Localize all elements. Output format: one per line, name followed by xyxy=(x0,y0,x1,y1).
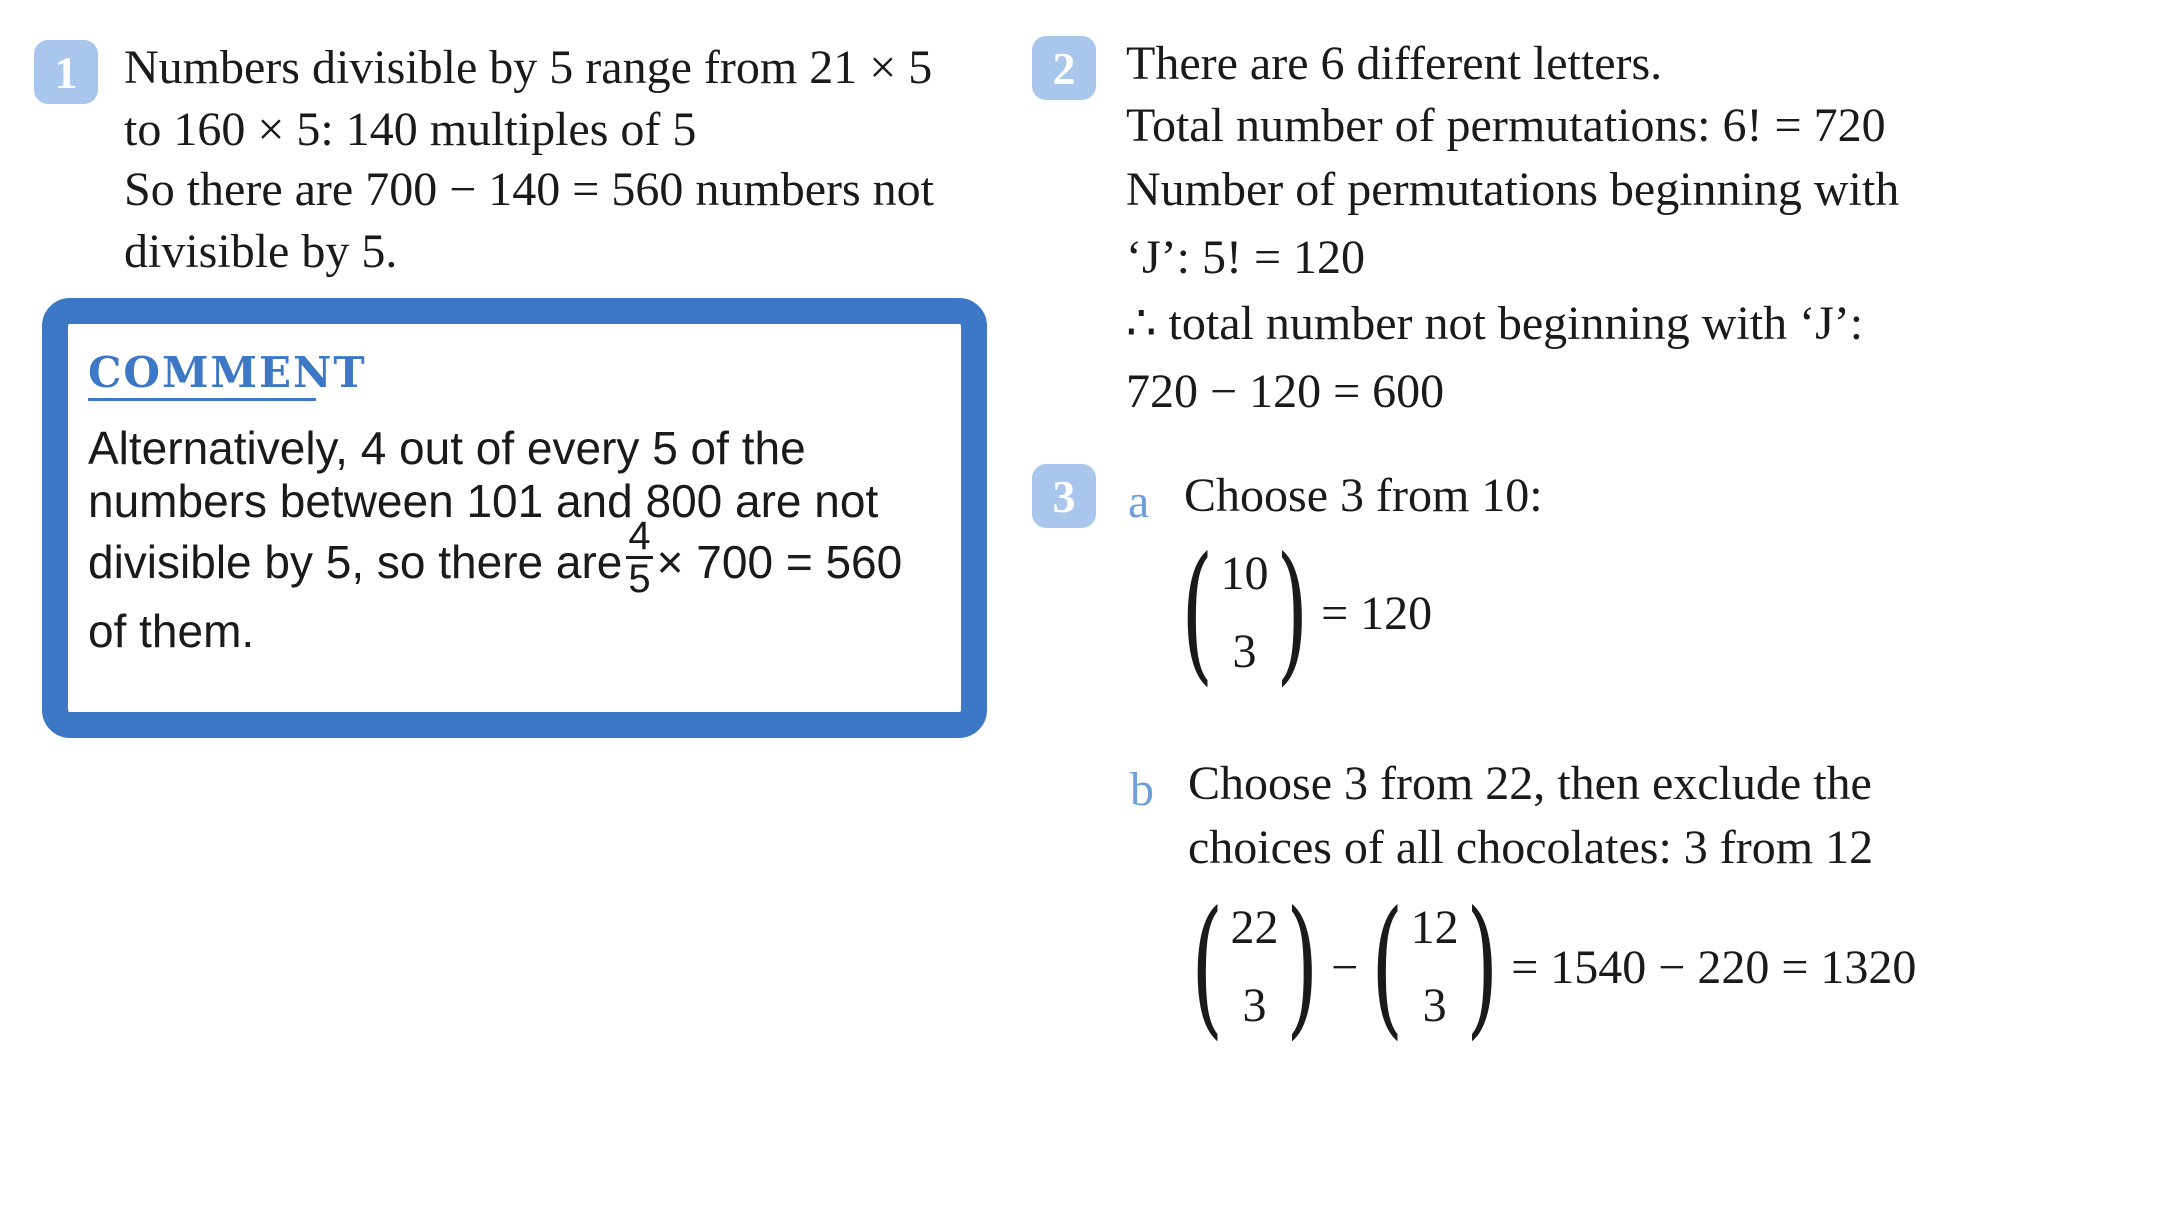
binomial-bottom: 3 xyxy=(1242,979,1267,1032)
binomial-minus: − xyxy=(1331,940,1359,994)
q1-line-2: to 160 × 5: 140 multiples of 5 xyxy=(124,103,697,156)
binomial-bottom: 3 xyxy=(1422,979,1447,1032)
q2-line-3: Number of permutations beginning with xyxy=(1126,163,1900,216)
comment-line-1: Alternatively, 4 out of every 5 of the xyxy=(88,422,806,474)
left-paren-icon: ( xyxy=(1371,880,1404,1054)
binomial-top: 10 xyxy=(1220,547,1269,600)
q3b-result: = 1540 − 220 = 1320 xyxy=(1511,940,1917,994)
binomial-10-choose-3 xyxy=(1168,526,1433,700)
comment-title-underline xyxy=(88,398,316,401)
right-paren-icon: ) xyxy=(1285,880,1318,1054)
q3b-line-2: choices of all chocolates: 3 from 12 xyxy=(1188,821,1874,874)
binomial-top: 22 xyxy=(1230,901,1279,954)
q2-line-4: ‘J’: 5! = 120 xyxy=(1126,231,1366,284)
comment-line-2: numbers between 101 and 800 are not xyxy=(88,475,879,527)
binomial-stack xyxy=(1220,547,1269,678)
binomial-expression-b xyxy=(1178,880,1917,1054)
fraction-numerator: 4 xyxy=(628,514,651,558)
question-1-badge: 1 xyxy=(34,40,98,104)
q2-line-1: There are 6 different letters. xyxy=(1126,37,1663,90)
left-paren-icon: ( xyxy=(1191,880,1224,1054)
q3-part-b-letter: b xyxy=(1130,763,1154,816)
fraction-denominator: 5 xyxy=(628,557,651,601)
right-paren-icon: ) xyxy=(1275,526,1308,700)
q2-line-2: Total number of permutations: 6! = 720 xyxy=(1126,99,1886,152)
comment-line-3 xyxy=(88,514,903,603)
fraction-four-fifths xyxy=(626,516,652,599)
binomial-top: 12 xyxy=(1410,901,1459,954)
comment-title: COMMENT xyxy=(88,348,367,397)
q1-line-1: Numbers divisible by 5 range from 21 × 5 xyxy=(124,41,933,94)
right-paren-icon: ) xyxy=(1465,880,1499,1054)
binomial-stack xyxy=(1230,901,1279,1032)
question-2-badge: 2 xyxy=(1032,36,1096,100)
comment-line-3-result: × 700 = 560 xyxy=(656,535,903,588)
question-3-badge: 3 xyxy=(1032,464,1096,528)
comment-line-3-text: divisible by 5, so there are xyxy=(88,535,623,588)
left-paren-icon: ( xyxy=(1181,526,1214,700)
binomial-stack xyxy=(1410,901,1459,1032)
q2-line-6: 720 − 120 = 600 xyxy=(1126,365,1445,418)
q3-part-a-letter: a xyxy=(1128,475,1150,528)
q2-line-5: ∴ total number not beginning with ‘J’: xyxy=(1126,297,1864,350)
q1-line-4: divisible by 5. xyxy=(124,225,398,278)
q3a-result: = 120 xyxy=(1321,586,1433,640)
binomial-bottom: 3 xyxy=(1232,625,1257,678)
q1-line-3: So there are 700 − 140 = 560 numbers not xyxy=(124,163,934,216)
q3b-line-1: Choose 3 from 22, then exclude the xyxy=(1188,757,1872,810)
q3a-text: Choose 3 from 10: xyxy=(1184,469,1543,522)
comment-line-4: of them. xyxy=(88,605,255,657)
